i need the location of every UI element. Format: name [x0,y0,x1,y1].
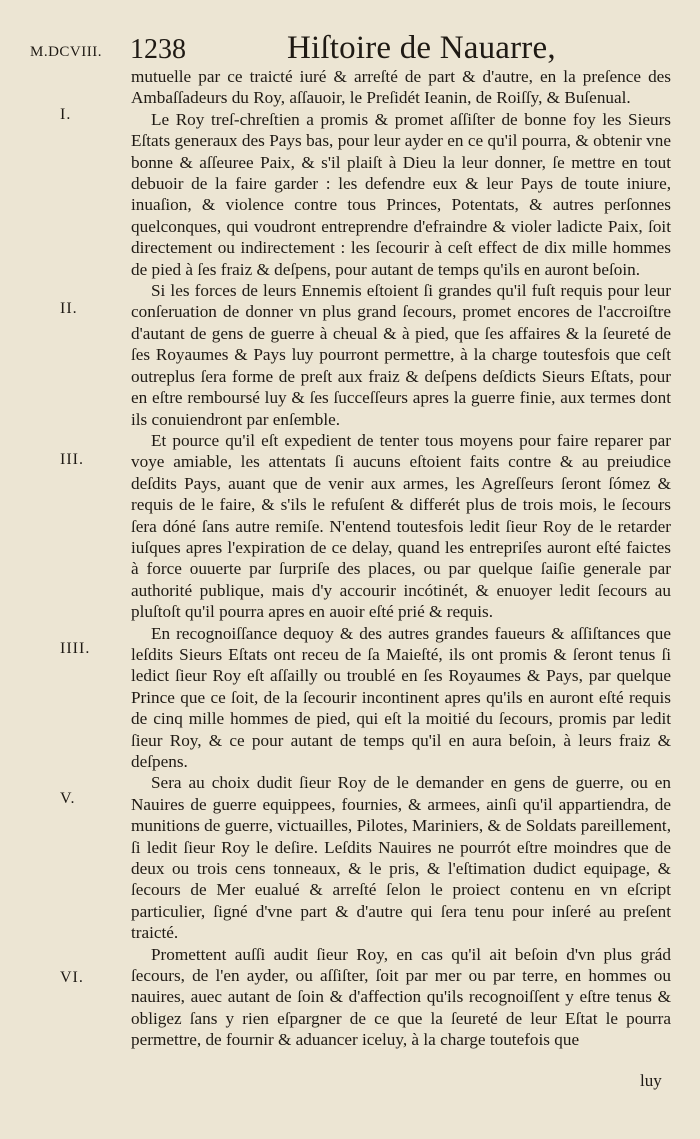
article-number-3: III. [60,451,84,468]
article-number-1: I. [60,106,72,123]
article-text-5: Sera au choix dudit ſieur Roy de le demander en gens de guerre, ou en Nauires de guerre equippees, fournies, & armees, ainſi qu'il appartiendra, de munitions de guerre, victuailles, Pilotes, Mariniers, & de Soldats pareillement, ſi ledit ſieur Roy le deſire. Leſdits Nauires ne pourrót eſtre moindres que de deux ou trois cens tonneaux, & le pris, & l'eſtimation dudict equipage, & ſecours de Mer eualué & arreſté ſelon le proiect contenu en vn eſcript particulier, ſigné d'vne part & d'autre qui ſera tenu pour inſeré au preſent traicté. [131,773,671,943]
article-number-4: IIII. [60,640,91,657]
page-number: 1238 [130,34,186,65]
article-text-3: Et pource qu'il eſt expedient de tenter tous moyens pour faire reparer par voye amiable, les attentats ſi aucuns eſtoient faits contre & au preiudice deſdits Pays, auant que de venir aux armes, les Agreſſeurs ſeront ſómez & requis de le faire, & s'ils le refuſent & differét plus de trois mois, le ſecours ſera dóné ſans autre remiſe. N'entend toutesfois ledit ſieur Roy de le retarder iuſques apres l'expiration de ce delay, quand les entrepriſes auront eſté faictes à force ouuerte par ſurpriſe des places, ou par quelque ſaiſie generale par authorité publique, mais d'y accourir incótinét, & enuoyer ledit ſecours au pluſtoſt qu'il pourra apres en auoir eſté prié & requis. [131,430,671,622]
opening-paragraph: mutuelle par ce traicté iuré & arreſté de part & d'autre, en la preſence des Ambaſſadeurs du Roy, aſſauoir, le Preſidét Ieanin, de Roiſſy, & Buſenual. [131,67,671,108]
running-title: Hiſtoire de Nauarre, [287,30,556,66]
header-year: M.DCVIII. [30,44,102,60]
article-number-5: V. [60,790,76,807]
page-header [0,30,700,70]
article-number-2: II. [60,300,78,317]
body-text [131,66,671,1051]
article-text-1: Le Roy treſ-chreſtien a promis & promet aſſiſter de bonne foy les Sieurs Eſtats generaux des Pays bas, pour leur ayder en ce qu'il pourra, & obtenir vne bonne & aſſeuree Paix, & s'il plaiſt à Dieu la leur donner, ſe mettre en tout debuoir de la faire garder : les defendre eux & leur Pays de toute iniure, inuaſion, & violence contre tous Princes, Potentats, & autres perſonnes quelconques, qui voudront entreprendre d'efraindre & violer ladicte Paix, ſoit directement ou indirectement : les ſecourir à ceſt effect de dix mille hommes de pied à ſes fraiz & deſpens, pour autant de temps qu'ils en auront beſoin. [131,109,671,279]
catchword: luy [640,1071,662,1090]
article-text-2: Si les forces de leurs Ennemis eſtoient ſi grandes qu'il fuſt requis pour leur conſeruation de donner vn plus grand ſecours, promet encores de l'accroiſtre d'autant de gens de guerre à cheual & à pied, que ſes affaires & la ſeureté de ſes Royaumes & Pays luy pourront permettre, à la charge toutesfois que ceſt outreplus ſera forme de preſt aux fraiz & deſpens deſdicts Sieurs Eſtats, pour en eſtre remboursé luy & ſes ſucceſſeurs apres la guerre finie, aux termes dont ils conuiendront par enſemble. [131,281,671,429]
article-text-4: En recognoiſſance dequoy & des autres grandes faueurs & aſſiſtances que leſdits Sieurs Eſtats ont receu de ſa Maieſté, ils ont promis & ſeront tenus ſi ledict ſieur Roy eſt aſſailly ou troublé en ſes Royaumes & Pays, par quelque Prince que ce ſoit, de la ſecourir incontinent apres qu'ils en auront eſté requis de cinq mille hommes de pied, qui eſt la moitié du ſecours, promis par ledit ſieur Roy, & ce pour autant de temps qu'il en aura beſoin, à leurs fraiz & deſpens. [131,623,671,771]
article-text-6: Promettent auſſi audit ſieur Roy, en cas qu'il ait beſoin d'vn plus grád ſecours, de l'en ayder, ou aſſiſter, ſoit par mer ou par terre, en hommes ou nauires, auec autant de ſoin & d'affection qu'ils recognoiſſent y eſtre tenus & obligez ſans y rien eſpargner de ce que la ſeureté de leur Eſtat le pourra permettre, de fournir & aduancer iceluy, à la charge toutefois que [131,944,671,1050]
article-number-6: VI. [60,969,84,986]
